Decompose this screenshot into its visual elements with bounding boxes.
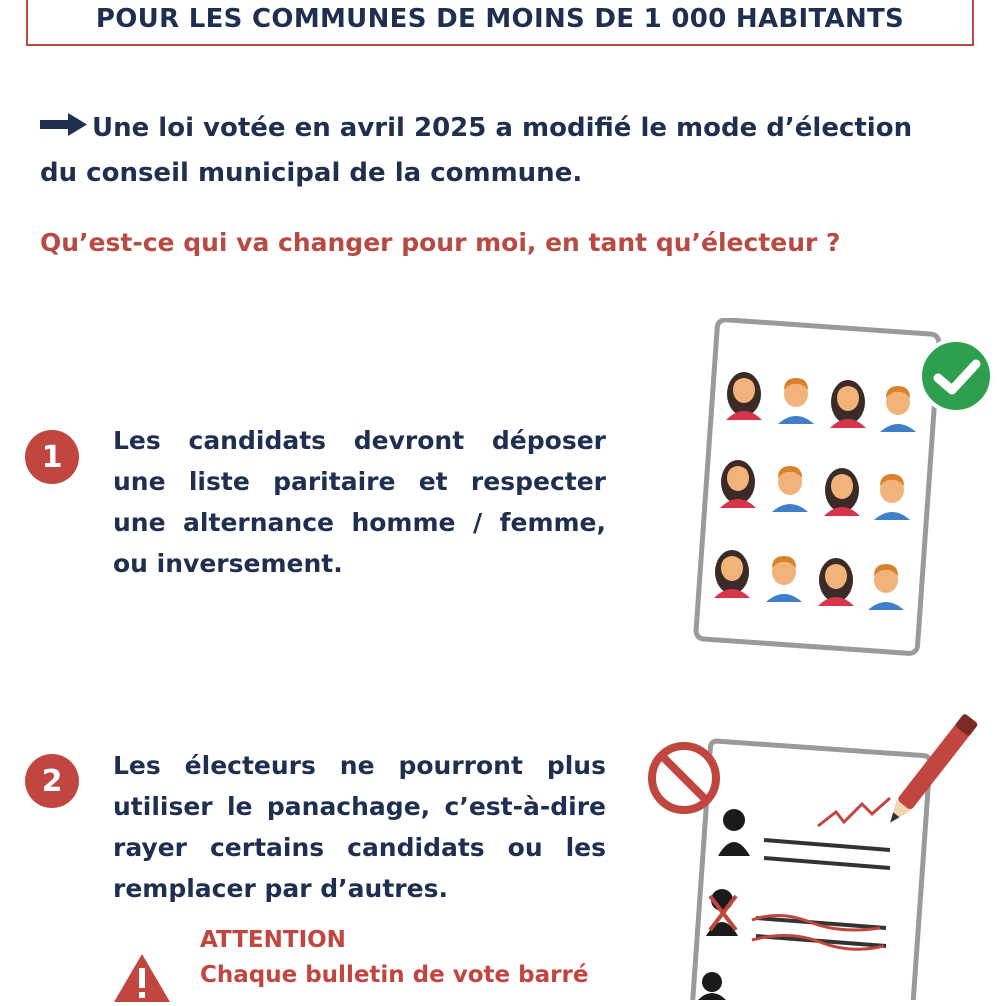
intro-paragraph bbox=[40, 106, 985, 196]
arrow-right-icon bbox=[40, 106, 88, 151]
step-1-text: Les candidats devront déposer une liste paritaire et respecter une alternance homme / femme, ou inversement. bbox=[113, 426, 606, 578]
top-banner bbox=[26, 0, 974, 46]
no-entry-icon bbox=[652, 746, 716, 810]
intro-line-1: Une loi votée en avril 2025 a modifié le mode d’élection bbox=[92, 113, 913, 143]
candidate-list-illustration bbox=[688, 318, 1000, 670]
ballot-panachage-illustration bbox=[640, 700, 980, 1004]
question-heading: Qu’est-ce qui va changer pour moi, en tant qu’électeur ? bbox=[40, 228, 841, 257]
step-2-text: Les électeurs ne pourront plus utiliser le panachage, c’est-à-dire rayer certains candidats ou les remplacer par d’autres. bbox=[113, 751, 606, 903]
banner-title: POUR LES COMMUNES DE MOINS DE 1 000 HABITANTS bbox=[95, 4, 905, 34]
step-1-number-badge: 1 bbox=[25, 430, 79, 484]
warning-title: ATTENTION bbox=[200, 927, 346, 953]
intro-line-2: du conseil municipal de la commune. bbox=[40, 158, 583, 188]
check-circle-icon bbox=[920, 340, 992, 412]
warning-text: Chaque bulletin de vote barré bbox=[200, 962, 589, 988]
warning-icon bbox=[112, 952, 172, 1006]
step-2-number-badge: 2 bbox=[25, 754, 79, 808]
